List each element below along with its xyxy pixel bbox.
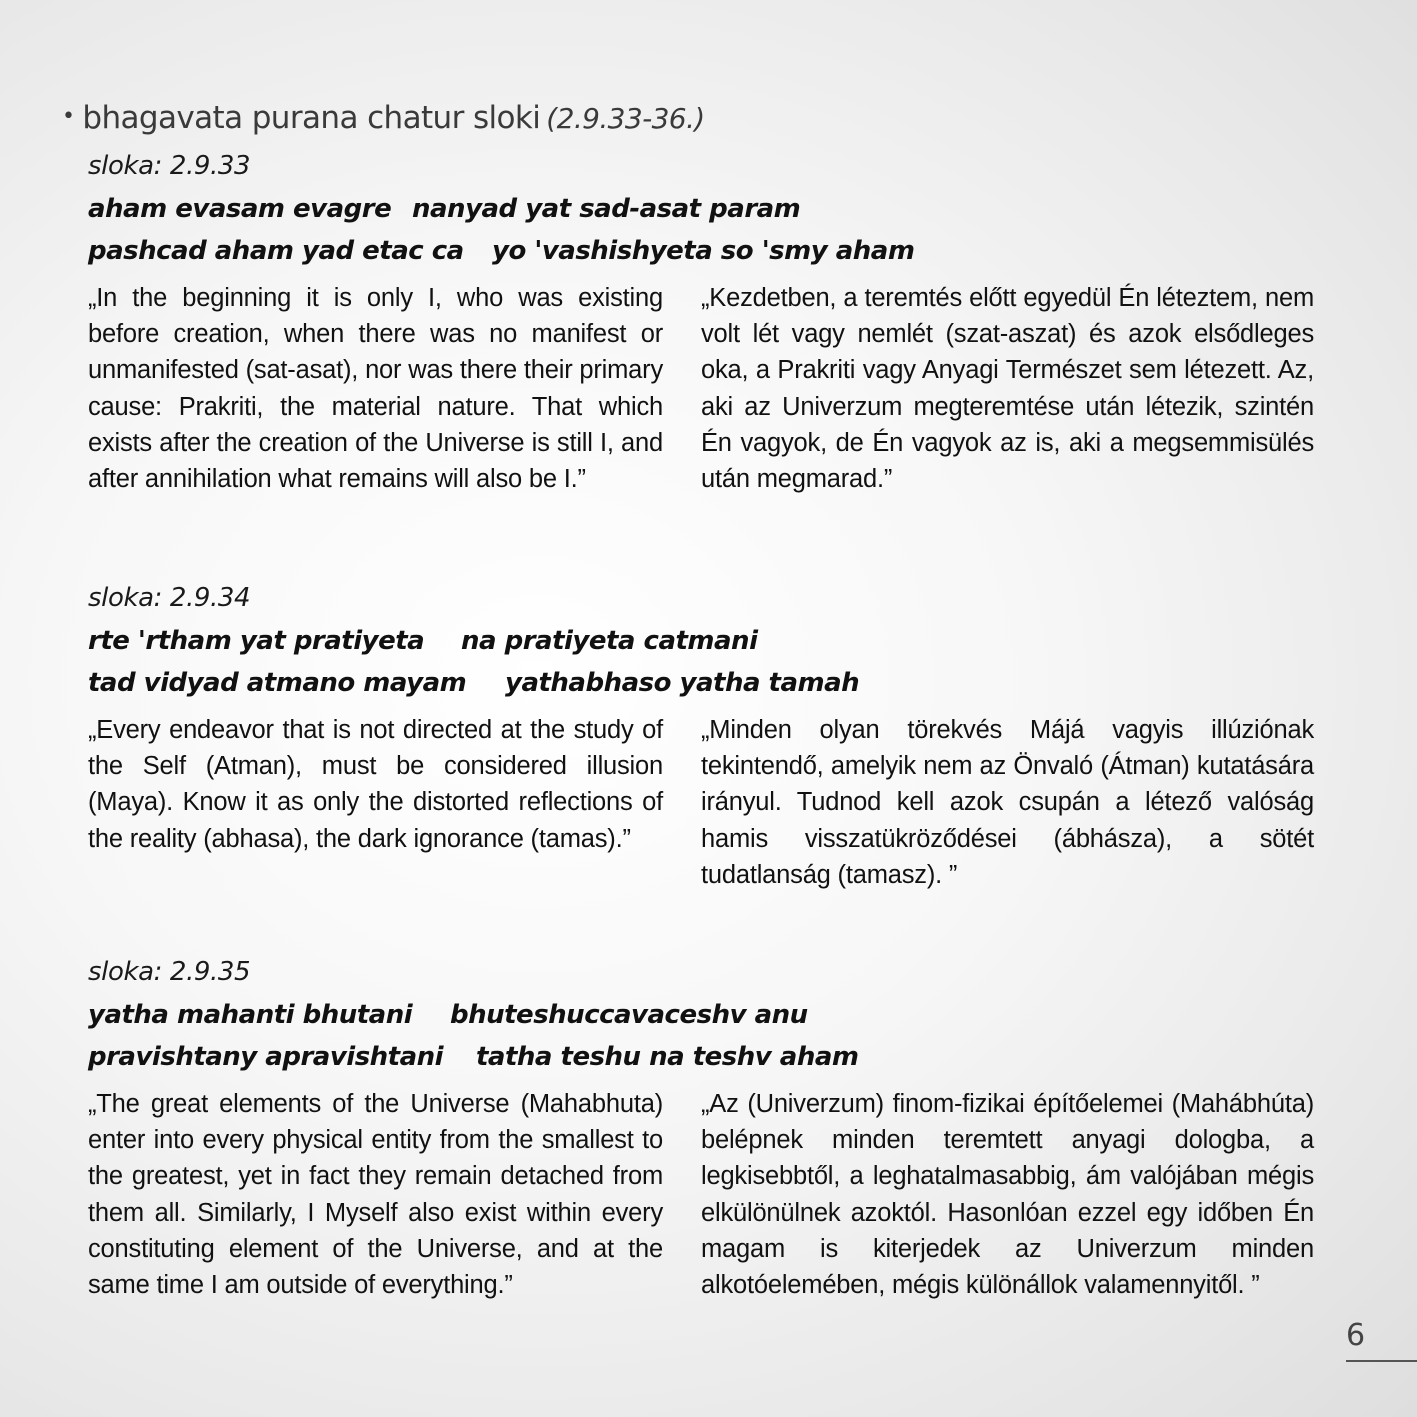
verse-line — [88, 662, 1316, 704]
verse-half: tad vidyad atmano mayam — [88, 668, 467, 698]
verse-half: yo 'vashishyeta so 'smy aham — [492, 236, 915, 266]
verse-line — [88, 188, 1316, 230]
verse-half: aham evasam evagre — [88, 194, 392, 224]
heading-title: bhagavata purana chatur sloki — [82, 100, 541, 136]
verse-half: bhuteshuccavaceshv anu — [450, 1000, 808, 1030]
verse-half: na pratiyeta catmani — [461, 626, 758, 656]
sloka-block-2 — [88, 578, 1316, 889]
section-heading — [62, 100, 705, 136]
page-number: 6 — [1346, 1318, 1366, 1353]
page-number-rule — [1346, 1360, 1417, 1362]
hungarian-translation: „Minden olyan törekvés Májá vagyis illúziónak tekintendő, amelyik nem az Önvaló (Átman) kutatására irányul. Tudnod kell azok csupán a létező valóság hamis visszatükröződései (ábhásza), a sötét tudatlanság (tamasz). ” — [701, 716, 1314, 889]
english-translation: „The great elements of the Universe (Mahabhuta) enter into every physical entity from the smallest to the greatest, yet in fact they remain detached from them all. Similarly, I Myself also exist within every constituting element of the Universe, and at the same time I am outside of everything.” — [88, 1090, 663, 1300]
verse-line — [88, 230, 1316, 272]
sloka-label: sloka: 2.9.35 — [88, 957, 251, 987]
sloka-block-3 — [88, 952, 1316, 1300]
sloka-label: sloka: 2.9.34 — [88, 583, 251, 613]
verse-half: pashcad aham yad etac ca — [88, 236, 464, 266]
verse-half: tatha teshu na teshv aham — [476, 1042, 859, 1072]
verse-line — [88, 1036, 1316, 1078]
verse-line — [88, 994, 1316, 1036]
verse-half: pravishtany apravishtani — [88, 1042, 444, 1072]
hungarian-translation: „Az (Univerzum) finom-fizikai építőelemei (Mahábhúta) belépnek minden teremtett anyagi dologba, a legkisebbtől, a leghatalmasabbig, ám valójában mégis elkülönülnek azoktól. Hasonlóan ezzel egy időben Én magam is kiterjedek az Univerzum minden alkotóelemében, mégis különállok valamennyitől. ” — [701, 1090, 1314, 1300]
english-translation: „In the beginning it is only I, who was existing before creation, when there was no manifest or unmanifested (sat-asat), nor was there their primary cause: Prakriti, the material nature. That which exists after the creation of the Universe is still I, and after annihilation what remains will also be I.” — [88, 284, 663, 494]
sloka-label: sloka: 2.9.33 — [88, 151, 251, 181]
bullet-icon: • — [62, 104, 75, 129]
verse-half: nanyad yat sad-asat param — [412, 194, 801, 224]
english-translation: „Every endeavor that is not directed at the study of the Self (Atman), must be considered illusion (Maya). Know it as only the distorted reflections of the reality (abhasa), the dark ignorance (tamas).” — [88, 716, 663, 853]
verse-half: yathabhaso yatha tamah — [505, 668, 860, 698]
verse-line — [88, 620, 1316, 662]
heading-reference: (2.9.33-36.) — [546, 102, 705, 135]
hungarian-translation: „Kezdetben, a teremtés előtt egyedül Én léteztem, nem volt lét vagy nemlét (szat-aszat) és azok elsődleges oka, a Prakriti vagy Anyagi Természet sem létezett. Az, aki az Univerzum megteremtése után létezik, szintén Én vagyok, de Én vagyok az is, aki a megsemmisülés után megmarad.” — [701, 284, 1314, 494]
verse-half: yatha mahanti bhutani — [88, 1000, 413, 1030]
verse-half: rte 'rtham yat pratiyeta — [88, 626, 425, 656]
sloka-block-1 — [88, 146, 1316, 494]
